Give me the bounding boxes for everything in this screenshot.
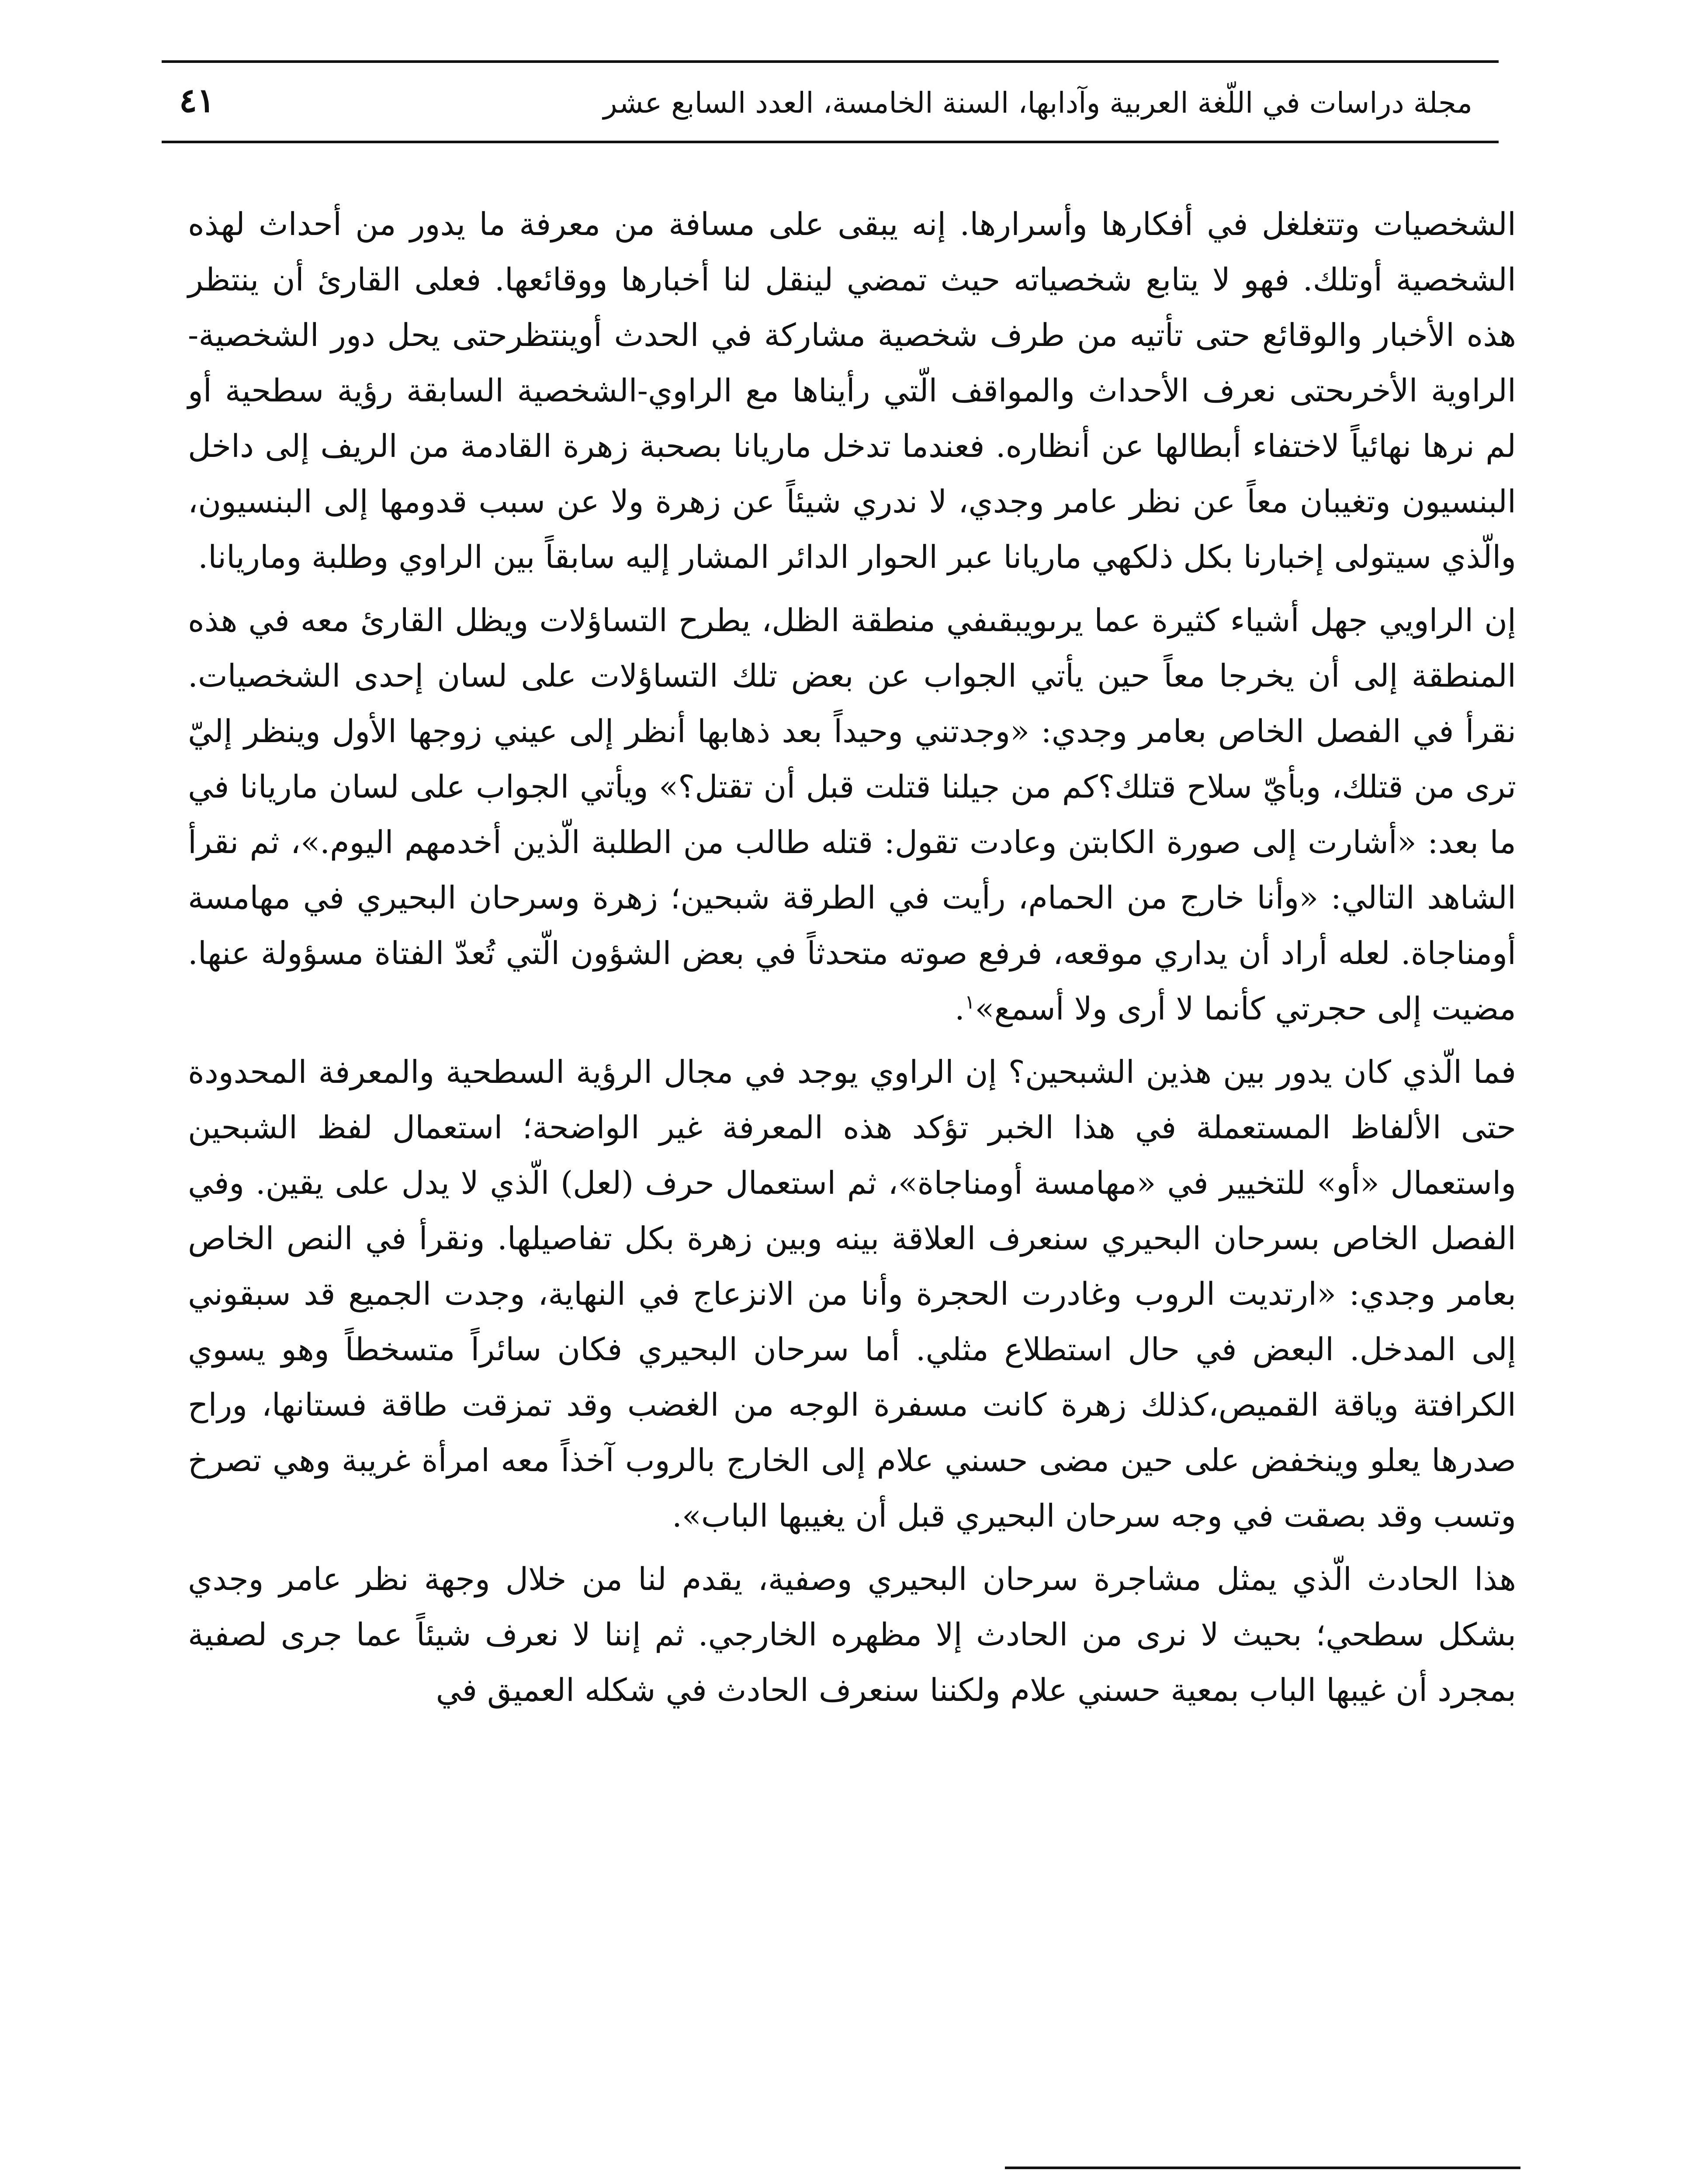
paragraph-4: هذا الحادث الّذي يمثل مشاجرة سرحان البحيري وصفية، يقدم لنا من خلال وجهة نظر عامر وجدي بشكل سطحي؛ بحيث لا نرى من الحادث إلا مظهره الخارجي. ثم إننا لا نعرف شيئاً عما جرى لصفية بمجرد أن غيبها الباب بمعية حسني علام ولكننا سنعرف الحادث في شكله العميق في — [188, 1561, 1516, 1708]
paragraph-2-end: . — [954, 990, 965, 1027]
running-header — [162, 60, 1499, 143]
paragraph-3: فما الّذي كان يدور بين هذين الشبحين؟ إن الراوي يوجد في مجال الرؤية السطحية والمعرفة المحدودة حتى الألفاظ المستعملة في هذا الخبر تؤكد هذه المعرفة غير الواضحة؛ استعمال لفظ الشبحين واستعمال «أو» للتخيير في «مهامسة أومناجاة»، ثم استعمال حرف (لعل) الّذي لا يدل على يقين. وفي الفصل الخاص بسرحان البحيري سنعرف العلاقة بينه وبين زهرة بكل تفاصيلها. ونقرأ في النص الخاص بعامر وجدي: «ارتديت الروب وغادرت الحجرة وأنا من الانزعاج في النهاية، وجدت الجميع قد سبقوني إلى المدخل. البعض في حال استطلاع مثلي. أما سرحان البحيري فكان سائراً متسخطاً وهو يسوي الكرافتة وياقة القميص،كذلك زهرة كانت مسفرة الوجه من الغضب وقد تمزقت طاقة فستانها، وراح صدرها يعلو وينخفض على حين مضى حسني علام إلى الخارج بالروب آخذاً معه امرأة غريبة وهي تصرخ وتسب وقد بصقت في وجه سرحان البحيري قبل أن يغيبها الباب». — [188, 1054, 1516, 1534]
page-number: ٤١ — [179, 81, 215, 120]
body-text — [188, 197, 1516, 1726]
journal-title: مجلة دراسات في اللّغة العربية وآدابها، السنة الخامسة، العدد السابع عشر — [603, 86, 1472, 120]
footnote-reference[interactable]: ١ — [964, 991, 975, 1013]
paragraph-2 — [188, 593, 1516, 1037]
paragraph-2-text: إن الراويي جهل أشياء كثيرة عما يرىويبقىفي منطقة الظل، يطرح التساؤلات ويظل القارئ معه في هذه المنطقة إلى أن يخرجا معاً حين يأتي الجواب عن بعض تلك التساؤلات على لسان إحدى الشخصيات. نقرأ في الفصل الخاص بعامر وجدي: «وجدتني وحيداً بعد ذهابها أنظر إلى عيني زوجها الأول وينظر إليّ ترى من قتلك، وبأيّ سلاح قتلك؟كم من جيلنا قتلت قبل أن تقتل؟» ويأتي الجواب على لسان ماريانا في ما بعد: «أشارت إلى صورة الكابتن وعادت تقول: قتله طالب من الطلبة الّذين أخدمهم اليوم.»، ثم نقرأ الشاهد التالي: «وأنا خارج من الحمام، رأيت في الطرقة شبحين؛ زهرة وسرحان البحيري في مهامسة أومناجاة. لعله أراد أن يداري موقعه، فرفع صوته متحدثاً في بعض الشؤون الّتي تُعدّ الفتاة مسؤولة عنها. مضيت إلى حجرتي كأنما لا أرى ولا أسمع» — [188, 602, 1516, 1027]
footnote-separator — [1005, 2167, 1520, 2169]
paragraph-1: الشخصيات وتتغلغل في أفكارها وأسرارها. إنه يبقى على مسافة من معرفة ما يدور من أحداث لهذه الشخصية أوتلك. فهو لا يتابع شخصياته حيث تمضي لينقل لنا أخبارها ووقائعها. فعلى القارئ أن ينتظر هذه الأخبار والوقائع حتى تأتيه من طرف شخصية مشاركة في الحدث أوينتظرحتى يحل دور الشخصية-الراوية الأخرىحتى نعرف الأحداث والمواقف الّتي رأيناها مع الراوي-الشخصية السابقة رؤية سطحية أو لم نرها نهائياً لاختفاء أبطالها عن أنظاره. فعندما تدخل ماريانا بصحبة زهرة القادمة من الريف إلى داخل البنسيون وتغيبان معاً عن نظر عامر وجدي، لا ندري شيئاً عن زهرة ولا عن سبب قدومها إلى البنسيون، والّذي سيتولى إخبارنا بكل ذلكهي ماريانا عبر الحوار الدائر المشار إليه سابقاً بين الراوي وطلبة وماريانا. — [188, 206, 1516, 575]
